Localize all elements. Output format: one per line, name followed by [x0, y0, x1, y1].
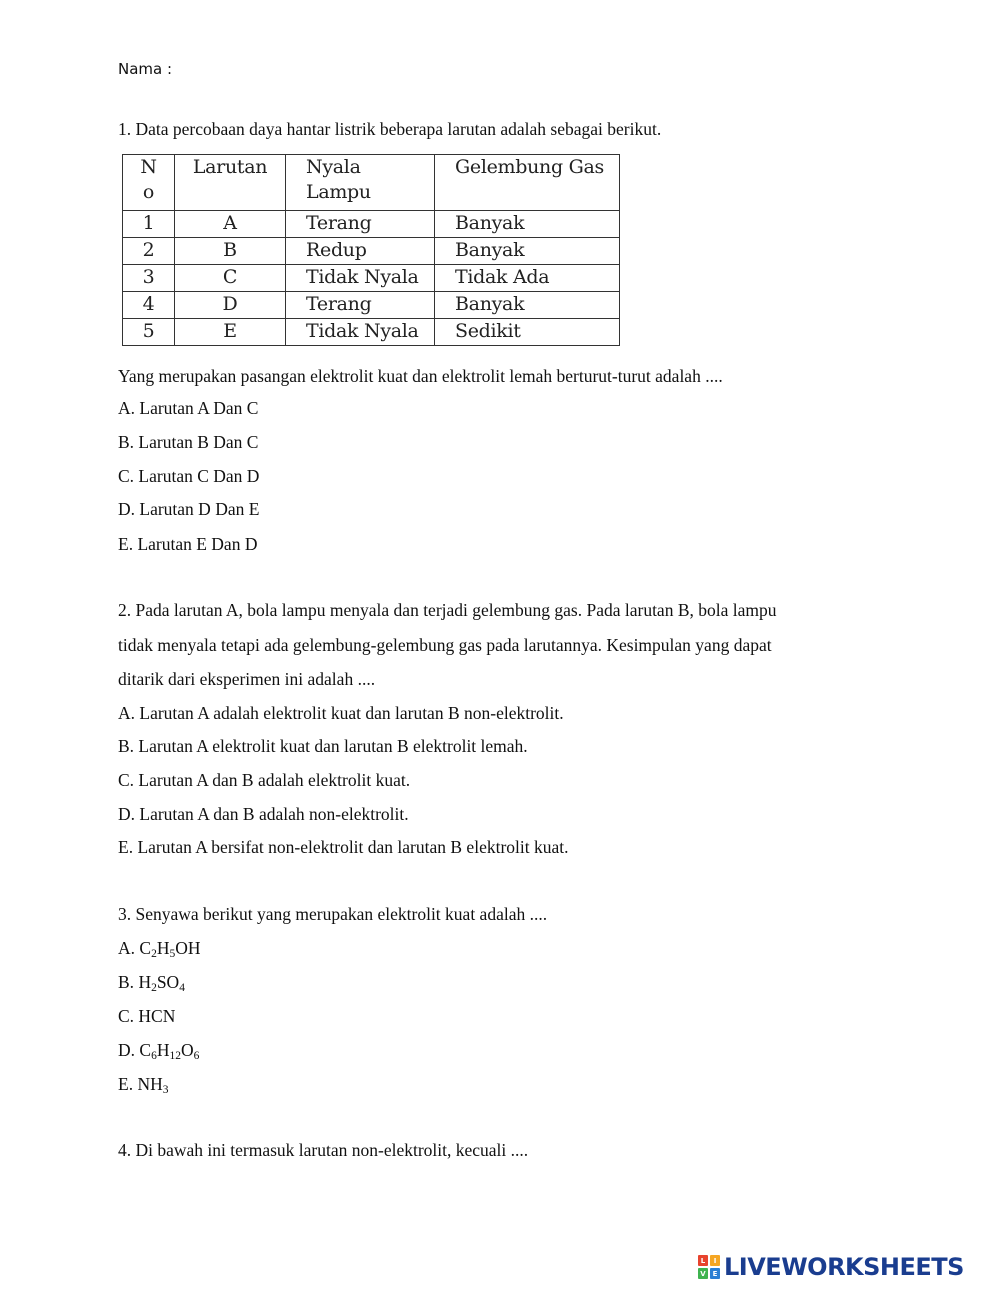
q2-option-b[interactable]: B. Larutan A elektrolit kuat dan larutan B elektrolit lemah. — [118, 736, 528, 756]
q1-prompt: Yang merupakan pasangan elektrolit kuat dan elektrolit lemah berturut-turut adalah .... — [118, 366, 723, 386]
header-gelembung-gas: Gelembung Gas — [435, 155, 620, 211]
table-row — [123, 238, 620, 265]
cell-gelembung: Banyak — [435, 211, 620, 238]
cell-gelembung: Sedikit — [435, 319, 620, 346]
cell-no: 4 — [123, 292, 175, 319]
cell-nyala: Redup — [286, 238, 435, 265]
q1-option-b[interactable]: B. Larutan B Dan C — [118, 432, 259, 452]
q1-option-a[interactable]: A. Larutan A Dan C — [118, 398, 259, 418]
q2-option-d[interactable]: D. Larutan A dan B adalah non-elektrolit. — [118, 804, 409, 824]
q1-option-c[interactable]: C. Larutan C Dan D — [118, 466, 260, 486]
q1-data-table — [122, 154, 620, 346]
header-no: N o — [123, 155, 175, 211]
liveworksheets-logo — [698, 1253, 964, 1281]
cell-no: 5 — [123, 319, 175, 346]
cell-gelembung: Banyak — [435, 238, 620, 265]
q2-option-c[interactable]: C. Larutan A dan B adalah elektrolit kuat. — [118, 770, 411, 790]
q3-option-e[interactable]: E. $NH_3$ — [118, 1074, 169, 1096]
cell-nyala: Tidak Nyala — [286, 319, 435, 346]
cell-nyala: Terang — [286, 292, 435, 319]
name-label: Nama : — [118, 60, 173, 78]
table-row — [123, 319, 620, 346]
q2-question-line-2: tidak menyala tetapi ada gelembung-gelembung gas pada larutannya. Kesimpulan yang dapat — [118, 635, 772, 655]
table-row — [123, 211, 620, 238]
q3-option-a[interactable]: A. $C_2H_5OH$ — [118, 938, 201, 960]
header-nyala-lampu: Nyala Lampu — [286, 155, 435, 211]
q3-question: 3. Senyawa berikut yang merupakan elektrolit kuat adalah .... — [118, 904, 548, 924]
cell-nyala: Terang — [286, 211, 435, 238]
cell-larutan: C — [175, 265, 286, 292]
cell-gelembung: Tidak Ada — [435, 265, 620, 292]
table-header-row — [123, 155, 620, 211]
cell-gelembung: Banyak — [435, 292, 620, 319]
q4-question: 4. Di bawah ini termasuk larutan non-elektrolit, kecuali .... — [118, 1140, 529, 1160]
cell-larutan: A — [175, 211, 286, 238]
cell-larutan: B — [175, 238, 286, 265]
q2-question-line-3: ditarik dari eksperimen ini adalah .... — [118, 669, 376, 689]
q2-option-a[interactable]: A. Larutan A adalah elektrolit kuat dan larutan B non-elektrolit. — [118, 703, 564, 723]
table-row — [123, 265, 620, 292]
cell-no: 2 — [123, 238, 175, 265]
cell-larutan: D — [175, 292, 286, 319]
q3-option-d[interactable]: D. $C_6H_{12}O_6$ — [118, 1040, 200, 1062]
q2-option-e[interactable]: E. Larutan A bersifat non-elektrolit dan larutan B elektrolit kuat. — [118, 837, 569, 857]
cell-no: 1 — [123, 211, 175, 238]
table-row — [123, 292, 620, 319]
q1-option-d[interactable]: D. Larutan D Dan E — [118, 499, 260, 519]
q3-option-b[interactable]: B. $H_2SO_4$ — [118, 972, 185, 994]
q2-question-line-1: 2. Pada larutan A, bola lampu menyala dan terjadi gelembung gas. Pada larutan B, bola lampu — [118, 600, 777, 620]
header-larutan: Larutan — [175, 155, 286, 211]
q1-question: 1. Data percobaan daya hantar listrik beberapa larutan adalah sebagai berikut. — [118, 119, 662, 139]
cell-larutan: E — [175, 319, 286, 346]
liveworksheets-mark-icon: L I V E — [698, 1255, 720, 1279]
q1-option-e[interactable]: E. Larutan E Dan D — [118, 534, 258, 554]
logo-text: LIVEWORKSHEETS — [724, 1253, 964, 1281]
cell-no: 3 — [123, 265, 175, 292]
cell-nyala: Tidak Nyala — [286, 265, 435, 292]
q3-option-c[interactable]: C. HCN — [118, 1006, 176, 1026]
